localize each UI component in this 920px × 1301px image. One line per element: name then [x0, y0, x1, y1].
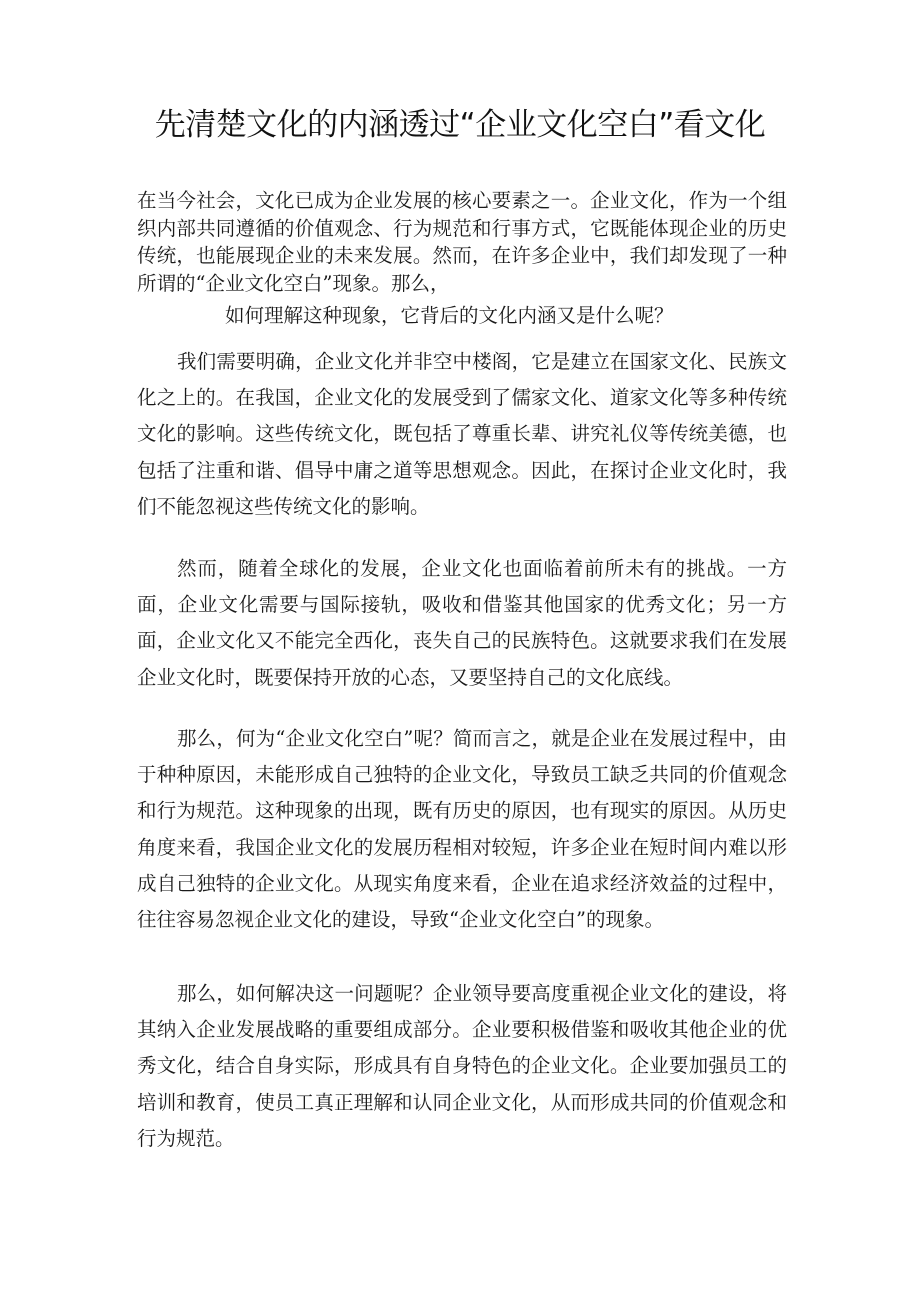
body-paragraph-1: 我们需要明确，企业文化并非空中楼阁，它是建立在国家文化、民族文化之上的。在我国，企业文化的发展受到了儒家文化、道家文化等多种传统文化的影响。这些传统文化，既包括了尊重长辈、讲究礼仪等传统美德，也包括了注重和谐、倡导中庸之道等思想观念。因此，在探讨企业文化时，我们不能忽视这些传统文化的影响。 [137, 350, 787, 518]
intro-paragraph: 在当今社会，文化已成为企业发展的核心要素之一。企业文化，作为一个组织内部共同遵循的价值观念、行为规范和行事方式，它既能体现企业的历史传统，也能展现企业的未来发展。然而，在许多企业中，我们却发现了一种所谓的“企业文化空白”现象。那么， [137, 189, 787, 295]
body-paragraph-2: 然而，随着全球化的发展，企业文化也面临着前所未有的挑战。一方面，企业文化需要与国际接轨，吸收和借鉴其他国家的优秀文化；另一方面，企业文化又不能完全西化，丧失自己的民族特色。这就要求我们在发展企业文化时，既要保持开放的心态，又要坚持自己的文化底线。 [137, 557, 787, 689]
body-paragraph-3: 那么，何为“企业文化空白”呢？简而言之，就是企业在发展过程中，由于种种原因，未能形成自己独特的企业文化，导致员工缺乏共同的价值观念和行为规范。这种现象的出现，既有历史的原因，也有现实的原因。从历史角度来看，我国企业文化的发展历程相对较短，许多企业在短时间内难以形成自己独特的企业文化。从现实角度来看，企业在追求经济效益的过程中，往往容易忽视企业文化的建设，导致“企业文化空白”的现象。 [137, 727, 787, 932]
body-paragraph-4: 那么，如何解决这一问题呢？企业领导要高度重视企业文化的建设，将其纳入企业发展战略的重要组成部分。企业要积极借鉴和吸收其他企业的优秀文化，结合自身实际，形成具有自身特色的企业文化。企业要加强员工的培训和教育，使员工真正理解和认同企业文化，从而形成共同的价值观念和行为规范。 [137, 982, 787, 1150]
question-line: 如何理解这种现象，它背后的文化内涵又是什么呢？ [225, 304, 674, 327]
document-title: 先清楚文化的内涵透过“企业文化空白”看文化 [154, 107, 766, 143]
